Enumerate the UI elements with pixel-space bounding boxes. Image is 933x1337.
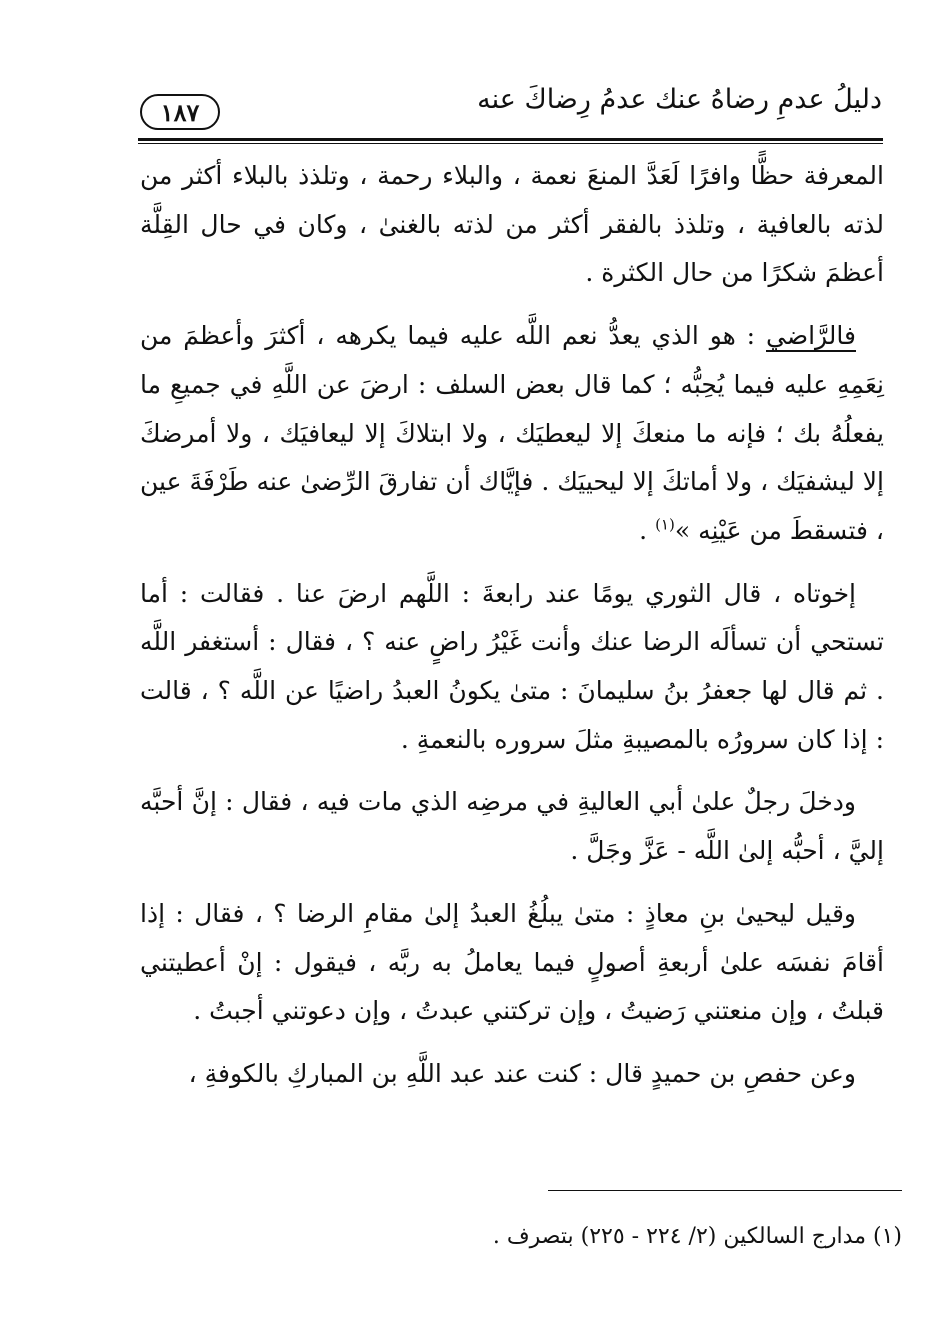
page-header: [140, 78, 882, 134]
paragraph-text: : هو الذي يعدُّ نعم اللَّه عليه فيما يكرهه ، أكثرَ وأعظمَ من نِعَمِهِ عليه فيما يُحِبُّه ؛ كما قال بعض السلف : ارضَ عن اللَّهِ في جميعِ ما يفعلُهُ بك ؛ فإنه ما منعكَ إلا ليعطيَك ، ولا ابتلاكَ إلا ليعافيَك ، ولا أمرضكَ إلا ليشفيَك ، ولا أماتكَ إلا ليحييَك . فإيَّاك أن تفارقَ الرِّضىٰ عنه طَرْفَةَ عين ، فتسقطَ من عَيْنِه »: [140, 321, 884, 545]
header-rule: [138, 138, 883, 141]
paragraph: إخوتاه ، قال الثوري يومًا عند رابعةَ : اللَّهم ارضَ عنا . فقالت : أما تستحي أن تسألَه الرضا عنك وأنت غَيْرُ راضٍ عنه ؟ ، فقال : أستغفر اللَّه . ثم قال لها جعفرُ بنُ سليمانَ : متىٰ يكونُ العبدُ راضيًا عن اللَّه ؟ ، قالت : إذا كان سرورُه بالمصيبةِ مثلَ سروره بالنعمةِ .: [140, 578, 884, 754]
paragraph: ودخلَ رجلٌ علىٰ أبي العاليةِ في مرضِه الذي مات فيه ، فقال : إنَّ أحبَّه إليَّ ، أحبُّه إلىٰ اللَّه - عَزَّ وجَلَّ .: [140, 787, 884, 866]
footnote-marker: (١): [655, 515, 675, 534]
header-rule-thin: [138, 143, 883, 144]
running-title: دليلُ عدمِ رضاهُ عنك عدمُ رِضاكَ عنه: [477, 84, 882, 115]
paragraph-tail: .: [639, 515, 656, 545]
paragraph: [140, 312, 884, 556]
paragraph: المعرفة حظًّا وافرًا لَعَدَّ المنعَ نعمة ، والبلاء رحمة ، وتلذذ بالبلاء أكثر من لذته بالعافية ، وتلذذ بالفقر أكثر من لذته بالغنىٰ ، وكان في حال القِلَّة أعظمَ شكرًا من حال الكثرة .: [140, 161, 884, 288]
paragraph: وعن حفصِ بن حميدٍ قال : كنت عند عبد اللَّهِ بن المباركِ بالكوفةِ ،: [188, 1058, 856, 1088]
footnote: (١) مدارج السالكين (٢/ ٢٢٤ - ٢٢٥) بتصرف .: [492, 1224, 902, 1249]
body-text: [140, 152, 884, 1113]
page-number-badge: ١٨٧: [140, 94, 220, 130]
paragraph: وقيل ليحيىٰ بنِ معاذٍ : متىٰ يبلُغُ العبدُ إلىٰ مقامِ الرضا ؟ ، فقال : إذا أقامَ نفسَه علىٰ أربعةِ أصولٍ فيما يعاملُ به ربَّه ، فيقول : إنْ أعطيتني قبلتُ ، وإن منعتني رَضيتُ ، وإن تركتني عبدتُ ، وإن دعوتني أجبتُ .: [140, 898, 884, 1026]
footnote-separator: [548, 1190, 902, 1191]
underlined-term: فالرَّاضي: [766, 321, 856, 351]
